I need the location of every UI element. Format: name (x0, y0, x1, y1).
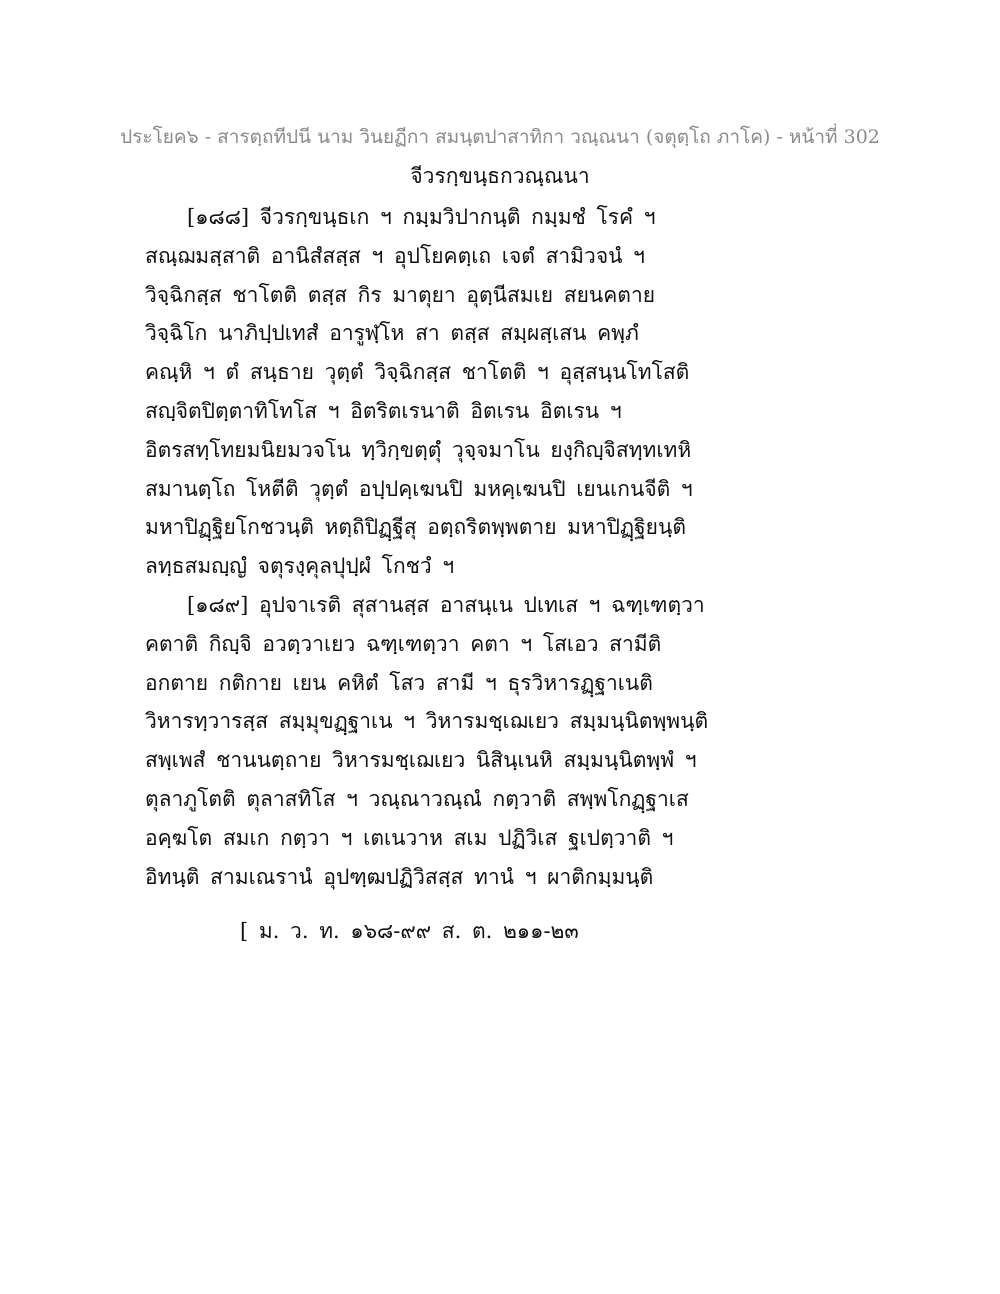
text-line: สญฺจิตปิตฺตาทิโทโส ฯ อิตริตเรนาติ อิตเรน อิตเรน ฯ (145, 398, 622, 423)
text-line: วิหารทฺวารสฺส สมฺมุขฏฺฐาเน ฯ วิหารมชฺเฌเยว สมฺมนฺนิตพฺพนฺติ (145, 709, 709, 734)
text-line: ตุลาภูโตติ ตุลาสทิโส ฯ วณฺณาวณฺณํ กตฺวาติ สพฺพโกฏฺฐาเส (145, 786, 689, 811)
text-line: มหาปิฏฺฐิยโกชวนฺติ หตฺถิปิฏฺฐีสุ อตฺถริตพฺพตาย มหาปิฏฺฐิยนฺติ (145, 515, 686, 540)
paragraph-188-line: [๑๘๘] จีวรกฺขนฺธเก ฯ กมฺมวิปากนฺติ กมฺมชํ โรคํ ฯ (187, 205, 656, 229)
running-header: ประโยค๖ - สารตฺถทีปนี นาม วินยฏีกา สมนฺตปาสาทิกา วณฺณนา (จตุตฺโถ ภาโค) - หน้าที่ 302 (120, 126, 880, 148)
section-title: จีวรกฺขนฺธกวณฺณนา (410, 164, 590, 188)
text-line: สมานตฺโถ โหตีติ วุตฺตํ อปฺปคฺเฆนปิ มหคฺเฆนปิ เยนเกนจีติ ฯ (145, 476, 693, 501)
text-line: วิจฺฉิกสฺส ชาโตติ ตสฺส กิร มาตุยา อุตฺนีสมเย สยนคตาย (145, 282, 656, 307)
text-line: วิจฺฉิโก นาภิปฺปเทสํ อารูฬฺโห สา ตสฺส สมฺผสฺเสน คพฺภํ (145, 321, 639, 346)
text-line: คตาติ กิญฺจิ อวตฺวาเยว ฉฑฺเฑตฺวา คตา ฯ โสเอว สามีติ (145, 631, 662, 656)
text-line: อิตรสทฺโทยมนิยมวจโน ทฺวิกฺขตฺตุํ วุจฺจมาโน ยงฺกิญฺจิสทฺทเทหิ (145, 437, 692, 462)
text-line: สพฺเพสํ ชานนตฺถาย วิหารมชฺเฌเยว นิสินฺเนหิ สมฺมนฺนิตพฺพํ ฯ (145, 748, 697, 773)
text-line: สณฺฌมสฺสาติ อานิสํสสฺส ฯ อุปโยคตฺเถ เจตํ สามิวจนํ ฯ (145, 243, 645, 268)
text-line: คณฺหิ ฯ ตํ สนฺธาย วุตฺตํ วิจฺฉิกสฺส ชาโตติ ฯ อุสฺสนฺนโทโสติ (145, 360, 690, 385)
text-line: อคฺฆโต สมเก กตฺวา ฯ เตเนวาห สเม ปฏิวิเส ฐเปตฺวาติ ฯ (145, 825, 674, 850)
body-text (145, 198, 865, 896)
text-line: ลทฺธสมญฺญํ จตุรงฺคุลปุปฺผํ โกชวํ ฯ (145, 554, 455, 579)
paragraph-189-line: [๑๘๙] อุปจาเรติ สุสานสฺส อาสนฺเน ปเทเส ฯ ฉฑฺเฑตฺวา (187, 592, 705, 617)
text-line: อิทนฺติ สามเณรานํ อุปฑฺฒปฏิวิสสฺส ทานํ ฯ ผาติกมฺมนฺติ (145, 864, 654, 889)
text-line: อกตาย กติกาย เยน คหิตํ โสว สามี ฯ ธุรวิหารฏฺฐาเนติ (145, 670, 653, 695)
reference-citation: [ ม. ว. ท. ๑๖๘-๙๙ ส. ต. ๒๑๑-๒๓ (240, 919, 579, 943)
